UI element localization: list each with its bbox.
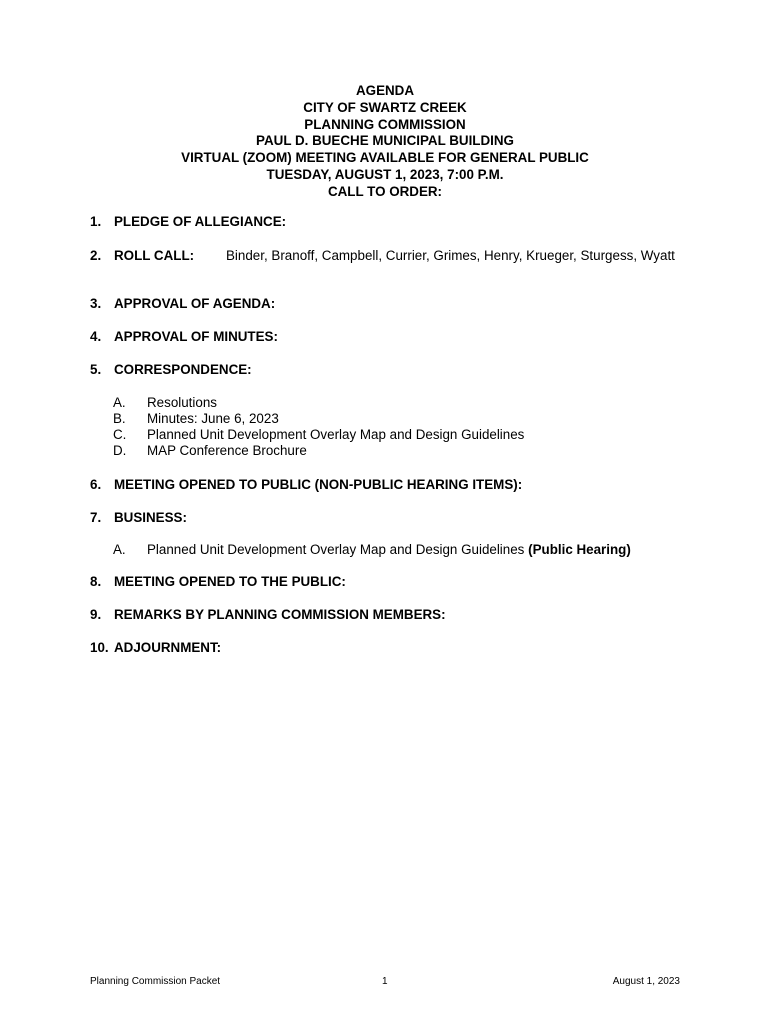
- item-number: 5.: [90, 362, 102, 377]
- correspondence-subitem: [113, 395, 217, 412]
- business-subitem: [113, 542, 631, 559]
- header-date: TUESDAY, AUGUST 1, 2023, 7:00 P.M.: [266, 166, 504, 182]
- subitem-letter: C.: [113, 427, 127, 442]
- item-number: 3.: [90, 296, 102, 311]
- item-label: BUSINESS:: [114, 510, 187, 525]
- public-hearing-note: (Public Hearing): [528, 542, 631, 557]
- subitem-letter: A.: [113, 542, 126, 557]
- item-label: REMARKS BY PLANNING COMMISSION MEMBERS:: [114, 607, 446, 622]
- agenda-item-public: [90, 574, 346, 591]
- subitem-text: Planned Unit Development Overlay Map and Design Guidelines: [147, 427, 525, 442]
- agenda-header: [0, 83, 770, 201]
- footer-page-number: 1: [382, 976, 388, 987]
- header-virtual-note: VIRTUAL (ZOOM) MEETING AVAILABLE FOR GENERAL PUBLIC: [181, 150, 589, 166]
- header-commission: PLANNING COMMISSION: [304, 116, 466, 132]
- footer-date: August 1, 2023: [612, 976, 680, 987]
- correspondence-subitem: [113, 427, 524, 444]
- header-city: CITY OF SWARTZ CREEK: [303, 99, 467, 115]
- item-label: CORRESPONDENCE:: [114, 362, 252, 377]
- item-label: APPROVAL OF MINUTES:: [114, 329, 278, 344]
- item-label: ADJOURNMENT:: [114, 640, 222, 655]
- subitem-text: Planned Unit Development Overlay Map and Design Guidelines: [147, 542, 525, 557]
- correspondence-subitem: [113, 411, 279, 428]
- footer-packet-title: Planning Commission Packet: [90, 976, 221, 987]
- subitem-letter: A.: [113, 395, 126, 410]
- item-number: 2.: [90, 248, 102, 263]
- agenda-item-approval-agenda: [90, 296, 275, 313]
- roll-call-members: Binder, Branoff, Campbell, Currier, Grimes, Henry, Krueger, Sturgess, Wyatt: [226, 248, 675, 263]
- subitem-letter: B.: [113, 411, 126, 426]
- item-number: 10.: [90, 640, 109, 655]
- header-building: PAUL D. BUECHE MUNICIPAL BUILDING: [256, 133, 514, 149]
- item-number: 6.: [90, 477, 102, 492]
- item-label: MEETING OPENED TO THE PUBLIC:: [114, 574, 346, 589]
- agenda-item-approval-minutes: [90, 329, 278, 346]
- item-label: APPROVAL OF AGENDA:: [114, 296, 276, 311]
- subitem-text: Minutes: June 6, 2023: [147, 411, 279, 426]
- subitem-text: MAP Conference Brochure: [147, 443, 307, 458]
- item-number: 1.: [90, 214, 102, 229]
- agenda-item-roll-call: [90, 248, 194, 265]
- item-number: 4.: [90, 329, 102, 344]
- item-label: MEETING OPENED TO PUBLIC (NON-PUBLIC HEARING ITEMS):: [114, 477, 523, 492]
- subitem-text: Resolutions: [147, 395, 217, 410]
- item-number: 8.: [90, 574, 102, 589]
- subitem-letter: D.: [113, 443, 127, 458]
- header-title: AGENDA: [355, 83, 415, 98]
- item-label: ROLL CALL:: [114, 248, 195, 263]
- agenda-item-adjournment: [90, 640, 221, 657]
- item-label: PLEDGE OF ALLEGIANCE:: [114, 214, 287, 229]
- agenda-item-public-non-hearing: [90, 477, 522, 494]
- header-call-to-order: CALL TO ORDER:: [327, 183, 443, 199]
- agenda-item-business: [90, 510, 187, 527]
- item-number: 9.: [90, 607, 102, 622]
- agenda-item-pledge: [90, 214, 286, 231]
- agenda-item-remarks: [90, 607, 446, 624]
- item-number: 7.: [90, 510, 102, 525]
- agenda-item-correspondence: [90, 362, 252, 379]
- correspondence-subitem: [113, 443, 307, 460]
